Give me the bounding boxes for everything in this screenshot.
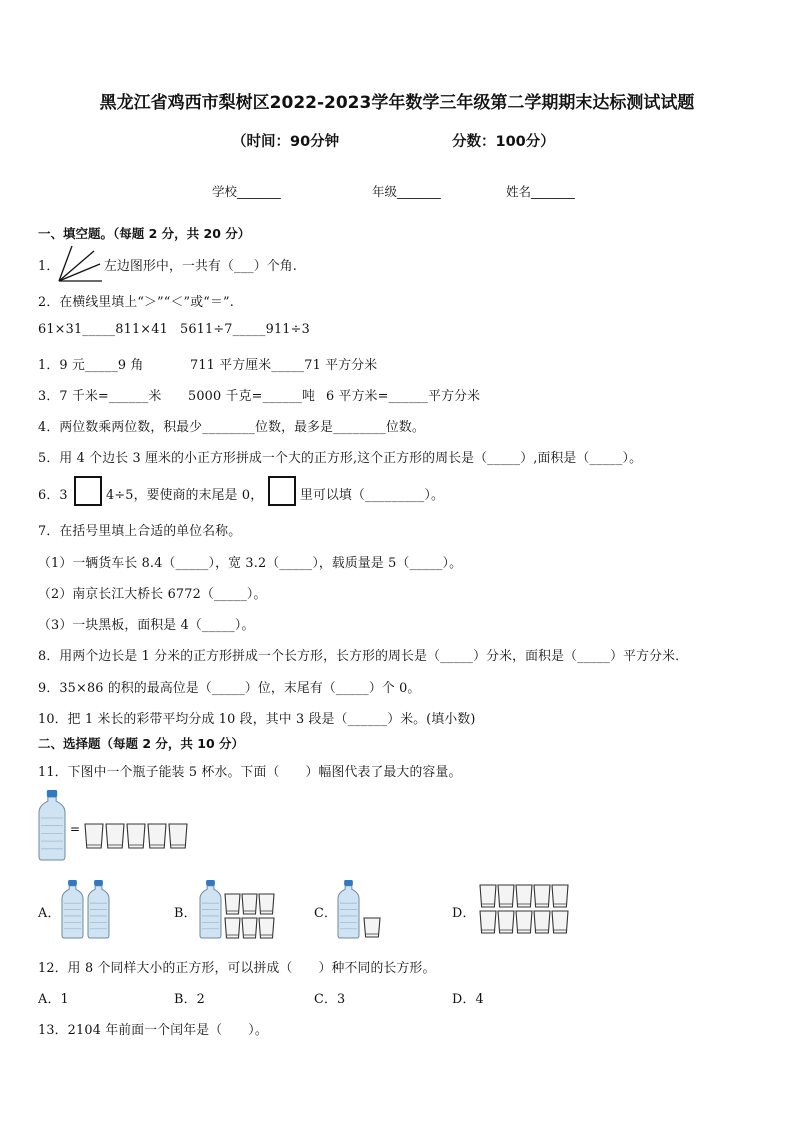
- q6-middle: 4÷5，要使商的末尾是 0，: [106, 488, 264, 503]
- q8-text: 8．用两个边长是 1 分米的正方形拼成一个长方形，长方形的周长是（_____）分米，面积是（_____）平方分米．: [38, 649, 689, 664]
- page-title: 黑龙江省鸡西市梨树区2022-2023学年数学三年级第二学期期末达标测试试题: [99, 93, 695, 113]
- water-bottle-icon: [338, 880, 359, 938]
- q7-2: （2）南京长江大桥长 6772（_____）。: [38, 587, 267, 602]
- q12-option-c[interactable]: C．3: [314, 992, 346, 1007]
- q1b-a: 1．9 元_____9 角: [38, 358, 144, 373]
- water-bottle-icon: [62, 880, 83, 938]
- cup-icon: [480, 885, 496, 907]
- grade-field: 年级_______: [372, 184, 441, 199]
- cup-icon: [498, 911, 514, 933]
- cup-icon: [534, 885, 550, 907]
- q12-text: 12．用 8 个同样大小的正方形，可以拼成（ ）种不同的长方形。: [38, 961, 436, 976]
- q12-option-a[interactable]: A．1: [38, 992, 69, 1007]
- q11-text: 11．下图中一个瓶子能装 5 杯水。下面（ ）幅图代表了最大的容量。: [38, 765, 462, 780]
- section1-title: 一、填空题。（每题 2 分，共 20 分）: [38, 226, 251, 241]
- q5-text: 5．用 4 个边长 3 厘米的小正方形拼成一个大的正方形,这个正方形的周长是（_____）,面积是（_____）。: [38, 451, 643, 466]
- q1-text: 左边图形中，一共有（___）个角.: [104, 259, 298, 274]
- q11-option-d[interactable]: D．: [452, 906, 476, 921]
- cup-icon: [242, 894, 257, 914]
- q9-text: 9．35×86 的积的最高位是（_____）位，末尾有（_____）个 0。: [38, 681, 421, 696]
- q7-1: （1）一辆货车长 8.4（_____），宽 3.2（_____），载质量是 5（_____）。: [38, 556, 463, 571]
- name-field: 姓名_______: [506, 184, 575, 199]
- cup-icon: [534, 911, 550, 933]
- cup-icon: [552, 885, 568, 907]
- cup-icon: [242, 918, 257, 938]
- q12-option-d[interactable]: D．4: [452, 992, 484, 1007]
- q11-option-a[interactable]: A．: [38, 906, 61, 921]
- cup-icon: [259, 894, 274, 914]
- q13-text: 13．2104 年前面一个闰年是（ ）。: [38, 1023, 268, 1038]
- q1b-b: 711 平方厘米_____71 平方分米: [190, 358, 378, 373]
- water-bottle-icon: [39, 790, 65, 860]
- water-bottle-icon: [200, 880, 221, 938]
- q3-a: 3．7 千米=______米: [38, 389, 162, 404]
- q3-b: 5000 千克=______吨: [188, 389, 316, 404]
- cup-icon: [259, 918, 274, 938]
- cup-icon: [364, 918, 380, 937]
- cup-icon: [498, 885, 514, 907]
- cup-icon: [552, 911, 568, 933]
- q6-suffix: 里可以填（_________）。: [300, 488, 444, 503]
- cup-icon: [106, 824, 124, 848]
- q3-c: 6 平方米=______平方分米: [326, 389, 481, 404]
- cup-icon: [85, 824, 103, 848]
- q12-option-b[interactable]: B．2: [174, 992, 205, 1007]
- q10-text: 10．把 1 米长的彩带平均分成 10 段，其中 3 段是（______）米。(填小数): [38, 712, 476, 727]
- q1-number: 1．: [38, 259, 60, 274]
- q7-3: （3）一块黑板，面积是 4（_____）。: [38, 618, 255, 633]
- q11-option-c[interactable]: C．: [314, 906, 337, 921]
- cup-icon: [225, 894, 240, 914]
- q4-text: 4．两位数乘两位数，积最少________位数，最多是________位数。: [38, 420, 425, 435]
- q6-prefix: 6．3: [38, 488, 68, 503]
- cup-icon: [480, 911, 496, 933]
- q7-text: 7．在括号里填上合适的单位名称。: [38, 524, 242, 539]
- time-info: （时间：90分钟: [232, 134, 340, 150]
- water-bottle-icon: [88, 880, 109, 938]
- cup-icon: [148, 824, 166, 848]
- school-field: 学校_______: [212, 184, 281, 199]
- cup-icon: [516, 885, 532, 907]
- q2-text: 2．在横线里填上“＞”“＜”或“＝”.: [38, 295, 235, 310]
- score-info: 分数：100分）: [452, 134, 555, 150]
- section2-title: 二、选择题（每题 2 分，共 10 分）: [38, 736, 245, 751]
- cup-icon: [516, 911, 532, 933]
- q11-option-b[interactable]: B．: [174, 906, 197, 921]
- cup-icon: [225, 918, 240, 938]
- equals-sign: =: [70, 822, 81, 836]
- q2-b: 5611÷7_____911÷3: [180, 322, 310, 337]
- cup-icon: [127, 824, 145, 848]
- q2-a: 61×31_____811×41: [38, 322, 168, 337]
- cup-icon: [169, 824, 187, 848]
